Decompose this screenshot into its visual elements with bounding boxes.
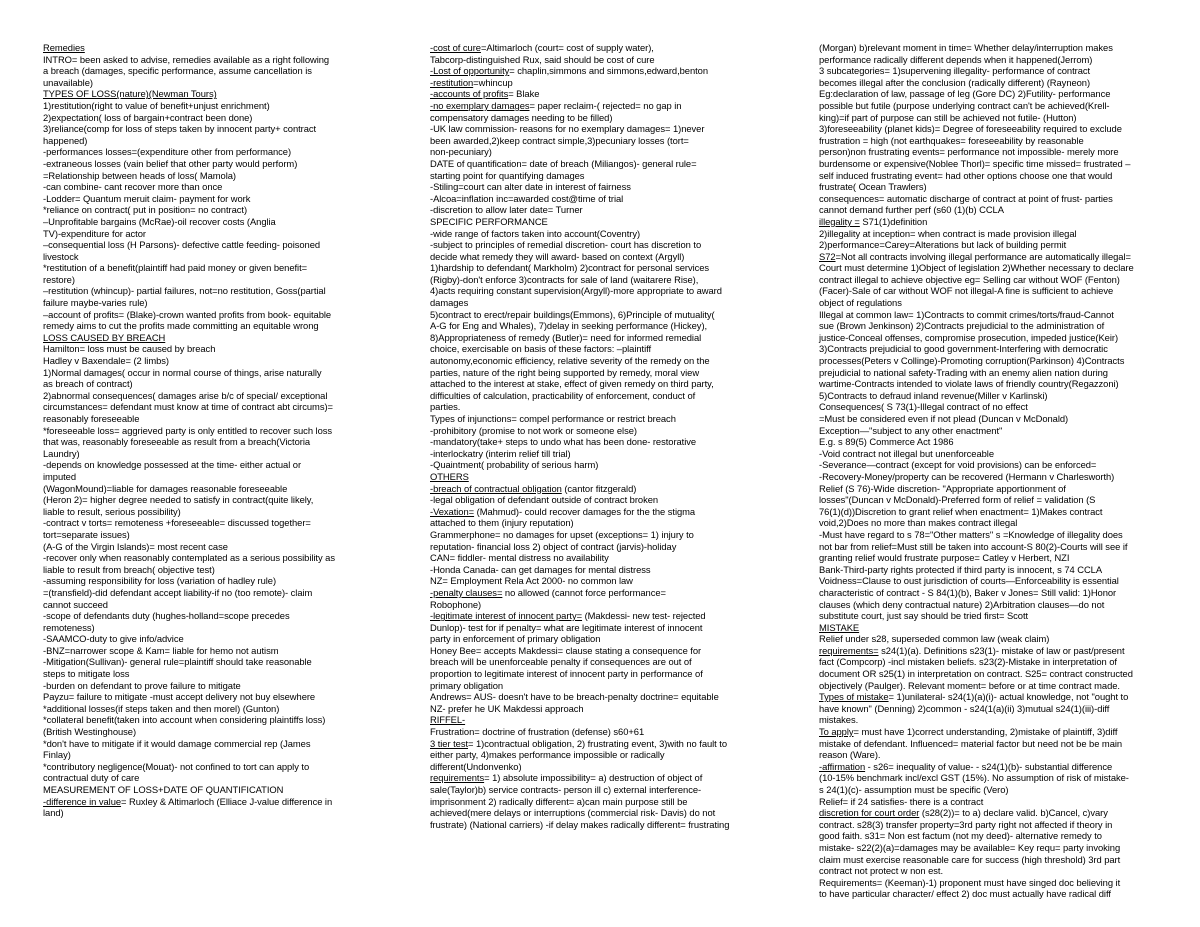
note-line: cannot demand further perf (s60 (1)(b) CCLA — [819, 204, 1004, 216]
note-line: SPECIFIC PERFORMANCE — [430, 215, 548, 227]
notes-column-2 — [430, 42, 792, 830]
line-rest: = 1)contractual obligation, 2) frustrating event, 3)with no fault to — [468, 737, 728, 749]
note-line: -depends on knowledge possessed at the time- either actual or — [43, 459, 302, 471]
line-rest: = 1) absolute impossibility= a) destruction of object of — [484, 772, 703, 784]
line-rest: =Altimarloch (court= cost of supply water), — [480, 42, 654, 53]
note-line: objectively (Paulger). Relevant moment= before or at time contract made. — [819, 679, 1120, 691]
note-line: -Void contract not illegal but unenforceable — [819, 447, 995, 459]
note-line: Illegal at common law= 1)Contracts to commit crimes/torts/fraud-Cannot — [819, 308, 1114, 320]
note-line: (Heron 2)= higher degree needed to satisfy in contract(quite likely, — [43, 494, 314, 506]
note-line: -Mitigation(Sullivan)- general rule=plaintiff should take reasonable — [43, 656, 312, 668]
note-line: imprisonment 2) radically different= a)can main purpose still be — [430, 795, 688, 807]
note-line: cannot succeed — [43, 598, 108, 610]
note-line: -Honda Canada- can get damages for mental distress — [430, 563, 651, 575]
note-line: DATE of quantification= date of breach (Miliangos)- general rule= — [430, 157, 697, 169]
note-line: king)=if part of purpose can still be achieved not futile- (Hutton) — [819, 111, 1077, 123]
note-line: granting relief would frustrate purpose= Catley v Herbert, NZI — [819, 552, 1070, 564]
note-line: -can combine- cant recover more than once — [43, 181, 223, 193]
note-line: (Facer)-Sale of car without WOF not illegal-A fine is sufficient to achieve — [819, 285, 1114, 297]
note-line — [430, 77, 792, 89]
note-line: liable to result from breach( objective test) — [43, 563, 215, 575]
note-line: justice-Conceal offenses, compromise prosecution, impeded justice(Keir) — [819, 331, 1119, 343]
note-line: *reliance on contract( put in position= no contract) — [43, 204, 248, 216]
note-line: sale(Taylor)b) service contracts- person ill c) external interference- — [430, 784, 702, 795]
note-line: Robophone) — [430, 598, 482, 610]
note-line: Hamilton= loss must be caused by breach — [43, 343, 216, 355]
note-line: Consequences( S 73(1)-Illegal contract of no effect — [819, 401, 1028, 413]
note-line — [819, 691, 1179, 703]
note-line: Bank-Third-party rights protected if third party is innocent, s 74 CCLA — [819, 563, 1103, 575]
note-line: tort=separate issues) — [43, 528, 130, 540]
note-line: primary obligation — [430, 679, 504, 691]
note-line: contractual duty of care — [43, 772, 140, 784]
note-line: 1)Normal damages( occur in normal course of things, arise naturally — [43, 366, 322, 378]
note-line: 1)restitution(right to value of benefit+unjust enrichment) — [43, 99, 270, 111]
note-line: -extraneous losses (vain belief that other party would perform) — [43, 157, 298, 169]
note-line: *collateral benefit(taken into account when considering plaintiffs loss) — [43, 714, 326, 726]
note-line: (British Westinghouse) — [43, 726, 137, 738]
note-line: -interlockatry (interim relief till trial) — [430, 447, 571, 459]
underlined-term: discretion for court order — [819, 807, 920, 819]
note-line: object of regulations — [819, 297, 902, 309]
line-rest: (Mahmud)- could recover damages for the the stigma — [474, 505, 696, 517]
note-line: -discretion to allow later date= Turner — [430, 204, 583, 216]
note-line: Relief under s28, superseded common law (weak claim) — [819, 633, 1050, 645]
note-line — [43, 796, 403, 808]
note-line: contract illegal to achieve objective eg= Selling car without WOF (Fenton) — [819, 273, 1120, 285]
note-line: RIFFEL- — [430, 714, 466, 726]
note-line: autonomy,economic efficiency, relative severity of the remedy on the — [430, 355, 710, 367]
note-line: person)non frustrating events= performance not impossible- merely more — [819, 146, 1119, 158]
note-line: Court must determine 1)Object of legislation 2)Whether necessary to declare — [819, 262, 1134, 274]
note-line: Eg:declaration of law, passage of leg (Gore DC) 2)Futility- performance — [819, 88, 1111, 100]
note-line: losses"(Duncan v McDonald)-Preferred form of relief = validation (S — [819, 494, 1096, 506]
note-line: failure maybe-varies rule) — [43, 297, 148, 309]
note-line: –consequential loss (H Parsons)- defective cattle feeding- poisoned — [43, 239, 321, 251]
note-line: achieved(mere delays or interruptions (commercial risk- Davis) do not — [430, 807, 716, 819]
note-line: -BNZ=narrower scope & Kam= liable for hemo not autism — [43, 644, 279, 656]
note-line — [430, 100, 792, 112]
note-line: reason (Ware). — [819, 749, 881, 761]
note-line: proportion to legitimate interest of innocent party in performance of — [430, 668, 703, 680]
note-line: OTHERS — [430, 470, 469, 482]
note-line: Frustration= doctrine of frustration (defense) s60+61 — [430, 726, 645, 738]
note-line: Hadley v Baxendale= (2 limbs) — [43, 355, 169, 367]
notes-column-3 — [819, 42, 1179, 900]
note-line: difficulties of calculation, practicability of enforcement, conduct of — [430, 389, 696, 401]
note-line: -legal obligation of defendant outside of contract broken — [430, 494, 659, 506]
note-line: 8)Appropriateness of remedy (Butler)= need for informed remedial — [430, 331, 702, 343]
note-line: =Must be considered even if not plead (Duncan v McDonald) — [819, 413, 1069, 424]
note-line: attached to them (injury reputation) — [430, 517, 574, 529]
line-rest: - s26= inequality of value- - s24(1)(b)- substantial difference — [865, 760, 1113, 772]
note-line: NZ= Employment Rela Act 2000- no common law — [430, 575, 633, 587]
note-line: –account of profits= (Blake)-crown wanted profits from book- equitable — [43, 308, 332, 320]
note-line: becomes illegal after the conclusion (radically different) (Rayneon) — [819, 76, 1091, 88]
underlined-term: To apply — [819, 726, 854, 738]
note-line — [430, 587, 792, 599]
underlined-term: -restitution — [430, 76, 474, 88]
note-line: -Must have regard to s 78="Other matters" s =Knowledge of illegality does — [819, 528, 1123, 540]
note-line: choice, exercisable on basis of these factors: –plaintiff — [430, 343, 652, 355]
note-line: breach will be unenforceable penalty if consequences are out of — [430, 656, 692, 668]
note-line: NZ- prefer he UK Makdessi approach — [430, 702, 584, 714]
underlined-term: illegality = — [819, 215, 860, 227]
note-line: 3)reliance(comp for loss of steps taken by innocent party+ contract — [43, 123, 317, 135]
note-line: reputation- financial loss 2) object of contract (jarvis)-holiday — [430, 540, 677, 552]
note-line: mistakes. — [819, 714, 859, 726]
note-line: INTRO= been asked to advise, remedies available as a right following — [43, 53, 330, 65]
note-line: -Recovery-Money/property can be recovered (Hermann v Charlesworth) — [819, 470, 1115, 482]
note-line: Requirements= (Keeman)-1) proponent must have singed doc believing it — [819, 876, 1121, 888]
note-line: restore) — [43, 273, 75, 285]
note-line: 5)contract to erect/repair buildings(Emmons), 6)Principle of mutuality( — [430, 308, 715, 320]
underlined-term: -accounts of profits — [430, 88, 509, 100]
note-line: -mandatory(take+ steps to undo what has been done- restorative — [430, 436, 697, 448]
note-line: a breach (damages, specific performance, assume cancellation is — [43, 65, 312, 77]
line-rest: =whincup — [473, 76, 513, 88]
note-line: fact (Compcorp) -incl mistaken beliefs. s23(2)-Mistake in interpretation of — [819, 656, 1117, 668]
note-line: circumstances= defendant must know at time of contract abt circums)= — [43, 401, 333, 413]
note-line: reasonably foreseeable — [43, 413, 140, 424]
line-rest: = paper reclaim-( rejected= no gap in — [529, 99, 682, 111]
note-line: clauses (which deny contractual nature) 2)Arbitration clauses—do not — [819, 598, 1105, 610]
note-line: parties. — [430, 401, 461, 413]
note-line: unavailable) — [43, 76, 93, 88]
note-line: CAN= fiddler- mental distress no availability — [430, 552, 609, 564]
note-line: 2)performance=Carey=Alterations but lack of building permit — [819, 239, 1067, 251]
note-line: land) — [43, 807, 64, 819]
note-line: characteristic of contract - S 84(1)(b), Baker v Jones= Still valid: 1)Honor — [819, 586, 1117, 598]
note-line — [430, 42, 792, 54]
note-line: 76(1)(d))Discretion to grant relief when enactment= 1)Makes contract — [819, 505, 1103, 517]
note-line: 2)abnormal consequences( damages arise b/c of special/ exceptional — [43, 389, 328, 401]
line-rest: =Not all contracts involving illegal performance are automatically illegal= — [835, 250, 1131, 262]
note-line: good faith. s31= Non est factum (not my deed)- alternative remedy to — [819, 830, 1102, 842]
note-line: (WagonMound)=liable for damages reasonable foreseeable — [43, 482, 288, 494]
note-line: damages — [430, 297, 469, 309]
note-line: Finlay) — [43, 749, 71, 761]
note-line: Laundry) — [43, 447, 80, 459]
note-line: Andrews= AUS- doesn't have to be breach-penalty doctrine= equitable — [430, 691, 719, 703]
note-line: processes(Peters v Collinge)-Promoting corruption(Parkinson) 4)Contracts — [819, 355, 1125, 367]
note-line: attached to the interest at stake, effect of given remedy on third party, — [430, 378, 714, 390]
note-line — [819, 251, 1179, 263]
note-line — [819, 726, 1179, 738]
note-line: -Stiling=court can alter date in interest of fairness — [430, 181, 631, 193]
note-line: to have particular character/ effect 2) doc must actually have radical diff — [819, 888, 1111, 900]
note-line — [430, 483, 792, 495]
note-line: Relief= if 24 satisfies- there is a contract — [819, 795, 984, 807]
underlined-term: -difference in value — [43, 795, 122, 807]
note-line — [430, 65, 792, 77]
note-line: Voidness=Clause to oust jurisdiction of courts—Enforceability is essential — [819, 575, 1119, 587]
note-line: as breach of contract) — [43, 378, 133, 390]
underlined-term: -Lost of opportunity — [430, 65, 510, 77]
note-line: MISTAKE — [819, 621, 860, 633]
note-line: Types of injunctions= compel performance or restrict breach — [430, 413, 676, 424]
note-line: *restitution of a benefit(plaintiff had paid money or given benefit= — [43, 262, 308, 274]
note-line: not bar from relief=Must still be taken into account-S 80(2)-Courts will see if — [819, 540, 1128, 552]
note-line: have known" (Denning) 2)common - s24(1(a)(ii) 3)mutual s24(1)(iii)-diff — [819, 702, 1110, 714]
note-line: livestock — [43, 250, 79, 262]
note-line: LOSS CAUSED BY BREACH — [43, 331, 166, 343]
note-line: Remedies — [43, 42, 85, 53]
note-line: (10-15% benchmark incl/excl GST (15%). No assumption of risk of mistake- — [819, 772, 1129, 784]
line-rest: = Blake — [508, 88, 540, 100]
line-rest: = must have 1)correct understanding, 2)mistake of plaintiff, 3)diff — [853, 726, 1118, 738]
note-line: compensatory damages needing to be filled) — [430, 111, 613, 123]
underlined-term: -penalty clauses= — [430, 586, 503, 598]
note-line: either party, 4)makes performance impossible or radically — [430, 749, 665, 761]
note-line: frustration = high (not earthquakes= foreseeability by reasonable — [819, 134, 1084, 146]
line-rest: (s28(2))= to a) declare valid. b)Cancel, c)vary — [919, 807, 1108, 819]
note-line: -contract v torts= remoteness +foreseeable= discussed together= — [43, 517, 311, 529]
note-line: -prohibitory (promise to not work or someone else) — [430, 424, 637, 436]
note-line: 5)Contracts to defraud inland revenue(Miller v Karlinski) — [819, 389, 1048, 401]
note-line: mistake- s22(2)(a)=damages may be available= Key requ= party invoking — [819, 841, 1121, 853]
note-line: performance radically different depends when it happened(Jerrom) — [819, 53, 1093, 65]
note-line: Relief (S 76)-Wide discretion- "Appropriate apportionment of — [819, 482, 1066, 494]
note-line: remoteness) — [43, 621, 95, 633]
underlined-term: -no exemplary damages — [430, 99, 530, 111]
note-line — [819, 807, 1179, 819]
note-line: s 24(1)(c)- assumption must be specific (Vero) — [819, 784, 1009, 795]
note-line — [430, 610, 792, 622]
note-line: TV)-expenditure for actor — [43, 227, 146, 239]
note-line: steps to mitigate loss — [43, 668, 130, 680]
note-line: -UK law commission- reasons for no exemplary damages= 1)never — [430, 123, 705, 135]
note-line: decide what remedy they will award- based on context (Argyll) — [430, 250, 685, 262]
note-line — [819, 645, 1179, 657]
note-line: (A-G of the Virgin Islands)= most recent case — [43, 540, 228, 552]
note-line: -burden on defendant to prove failure to mitigate — [43, 679, 241, 691]
note-line: *contributory negligence(Mouat)- not confined to tort can apply to — [43, 760, 310, 772]
notes-column-1 — [43, 42, 403, 819]
note-line: –Unprofitable bargains (McRae)-oil recover costs (Anglia — [43, 215, 276, 227]
note-line: starting point for quantifying damages — [430, 169, 585, 181]
underlined-term: Types of mistake — [819, 691, 889, 703]
note-line — [430, 772, 792, 784]
note-line: -scope of defendants duty (hughes-holland=scope precedes — [43, 610, 290, 622]
note-line: 3)foreseeability (planet kids)= Degree of foreseeability required to exclude — [819, 123, 1122, 135]
note-line: remedy aims to cut the profits made committing an equitable wrong — [43, 320, 319, 332]
note-line: Exception—"subject to any other enactment" — [819, 424, 1003, 436]
note-line: *foreseeable loss= aggrieved party is only entitled to recover such loss — [43, 424, 333, 436]
note-line: wartime-Contracts intended to violate laws of friendly country(Regazzoni) — [819, 378, 1119, 390]
note-line: document OR s25(1) in interpretation on contract. S25= contract constructed — [819, 668, 1133, 680]
note-line: *don't have to mitigate if it would damage commercial rep (James — [43, 737, 311, 749]
note-line: prejudicial to national safety-Trading with an enemy alien nation during — [819, 366, 1108, 378]
note-line: different(Undonvenko) — [430, 760, 522, 772]
note-line: =Relationship between heads of loss( Mamola) — [43, 169, 236, 181]
note-line: that was, reasonably foreseeable as result from a breach(Victoria — [43, 436, 311, 448]
note-line: sue (Brown Jenkinson) 2)Contracts prejudicial to the administration of — [819, 320, 1105, 332]
underlined-term: -breach of contractual obligation — [430, 482, 562, 494]
note-line: =(transfield)-did defendant accept liability-if no (too remote)- claim — [43, 586, 313, 598]
note-line: 2)expectation( loss of bargain+contract been done) — [43, 111, 253, 123]
note-line: (Morgan) b)relevant moment in time= Whether delay/interruption makes — [819, 42, 1113, 53]
note-line: (Rigby)-don't enforce 3)contracts for sale of land (waitarere Rise), — [430, 273, 699, 285]
line-rest: = 1)unilateral- s24(1)(a)(i)- actual knowledge, not "ought to — [888, 691, 1129, 703]
note-line: A-G for Eng and Whales), 7)delay in seeking performance (Hickey), — [430, 320, 708, 332]
note-line: claim must exercise reasonable care for success (high threshold) 3rd part — [819, 853, 1121, 865]
note-line: MEASUREMENT OF LOSS+DATE OF QUANTIFICATION — [43, 784, 284, 795]
line-rest: S71(1)definition — [859, 215, 928, 227]
note-line: parties, nature of the right being supported by remedy, moral view — [430, 366, 700, 378]
line-rest: (cantor fitzgerald) — [561, 482, 637, 494]
note-line: *additional losses(if steps taken and then morel) (Gunton) — [43, 702, 280, 714]
line-rest: s24(1)(a). Definitions s23(1)- mistake of law or past/present — [878, 644, 1125, 656]
note-line: Tabcorp-distinguished Rux, said should be cost of cure — [430, 53, 655, 65]
note-line: mistake of defendant. Influenced= material factor but need not be be main — [819, 737, 1123, 749]
line-rest: (Makdessi- new test- rejected — [582, 610, 706, 622]
note-line — [819, 761, 1179, 773]
note-line: burdensome or expensive(Noblee Thorl)= specific time missed= frustrated – — [819, 157, 1131, 169]
note-line: consequences= automatic discharge of contract at point of frust- parties — [819, 192, 1113, 204]
line-rest: no allowed (cannot force performance= — [502, 586, 666, 598]
note-line: E.g. s 89(5) Commerce Act 1986 — [819, 436, 954, 448]
note-line: party in enforcement of primary obligation — [430, 633, 601, 645]
note-line: -assuming responsibility for loss (variation of hadley rule) — [43, 575, 277, 587]
note-line: frustrate( Ocean Trawlers) — [819, 181, 927, 193]
note-line: Payzu= failure to mitigate -must accept delivery not buy elsewhere — [43, 691, 316, 703]
note-line: 2)illegality at inception= when contract is made provision illegal — [819, 227, 1077, 239]
note-line: imputed — [43, 470, 77, 482]
note-line: been awarded,2)keep contract simple,3)pecuniary losses (tort= — [430, 134, 689, 146]
note-line: -performances losses=(expenditure other from performance) — [43, 146, 292, 158]
underlined-term: S72 — [819, 250, 836, 262]
note-line: 3)Contracts prejudicial to good government-Interfering with democratic — [819, 343, 1108, 355]
note-line: Honey Bee= accepts Makdessi= clause stating a consequence for — [430, 644, 702, 656]
note-line: substitute court, just say should be tried first= Scott — [819, 610, 1029, 622]
note-line — [430, 738, 792, 750]
underlined-term: requirements — [430, 772, 485, 784]
line-rest: = chaplin,simmons and simmons,edward,benton — [509, 65, 709, 77]
note-line: TYPES OF LOSS(nature)(Newman Tours) — [43, 88, 217, 100]
note-line: -Severance—contract (except for void provisions) can be enforced= — [819, 459, 1097, 471]
underlined-term: -affirmation — [819, 760, 866, 772]
note-line: Grammerphone= no damages for upset (exceptions= 1) injury to — [430, 528, 694, 540]
underlined-term: requirements= — [819, 644, 879, 656]
note-line: -wide range of factors taken into account(Coventry) — [430, 227, 641, 239]
line-rest: = Ruxley & Altimarloch (Elliace J-value difference in — [121, 795, 333, 807]
note-line: liable to result, serious possibility) — [43, 505, 181, 517]
note-line: –restitution (whincup)- partial failures, not=no restitution, Goss(partial — [43, 285, 326, 297]
note-line: happened) — [43, 134, 88, 146]
note-line: -Alcoa=inflation inc=awarded cost@time of trial — [430, 192, 624, 204]
note-line: contract not protect w non est. — [819, 865, 944, 877]
note-line: frustrate) (National carriers) -if delay makes radically different= frustrating — [430, 818, 730, 830]
note-line: self induced frustrating event= had other options choose one that would — [819, 169, 1113, 181]
note-line: -SAAMCO-duty to give info/advice — [43, 633, 184, 645]
note-line: possible but futile (purpose underlying contract can't be achieved(Krell- — [819, 99, 1110, 111]
underlined-term: -Vexation= — [430, 505, 475, 517]
note-line: -subject to principles of remedial discretion- court has discretion to — [430, 239, 702, 251]
note-line — [430, 506, 792, 518]
note-line: -recover only when reasonably contemplated as a serious possibility as — [43, 552, 335, 564]
note-line: Dunlop)- test for if penalty= what are legitimate interest of innocent — [430, 621, 703, 633]
note-line: 4)acts requiring constant supervision(Argyll)-more appropriate to award — [430, 285, 722, 297]
note-line: void,2)Does no more than makes contract illegal — [819, 517, 1018, 529]
note-line: contract. s28(3) transfer property=3rd party right not affected if theory in — [819, 818, 1113, 830]
underlined-term: 3 tier test — [430, 737, 469, 749]
note-line: non-pecuniary) — [430, 146, 492, 158]
note-line: -Lodder= Quantum meruit claim- payment for work — [43, 192, 251, 204]
note-line — [819, 216, 1179, 228]
note-line: 3 subcategories= 1)supervening illegality- performance of contract — [819, 65, 1091, 77]
note-line: 1)hardship to defendant( Markholm) 2)contract for personal services — [430, 262, 710, 274]
underlined-term: -legitimate interest of innocent party= — [430, 610, 583, 622]
underlined-term: -cost of cure — [430, 42, 481, 53]
note-line — [430, 88, 792, 100]
note-line: -Quaintment( probability of serious harm) — [430, 459, 599, 471]
